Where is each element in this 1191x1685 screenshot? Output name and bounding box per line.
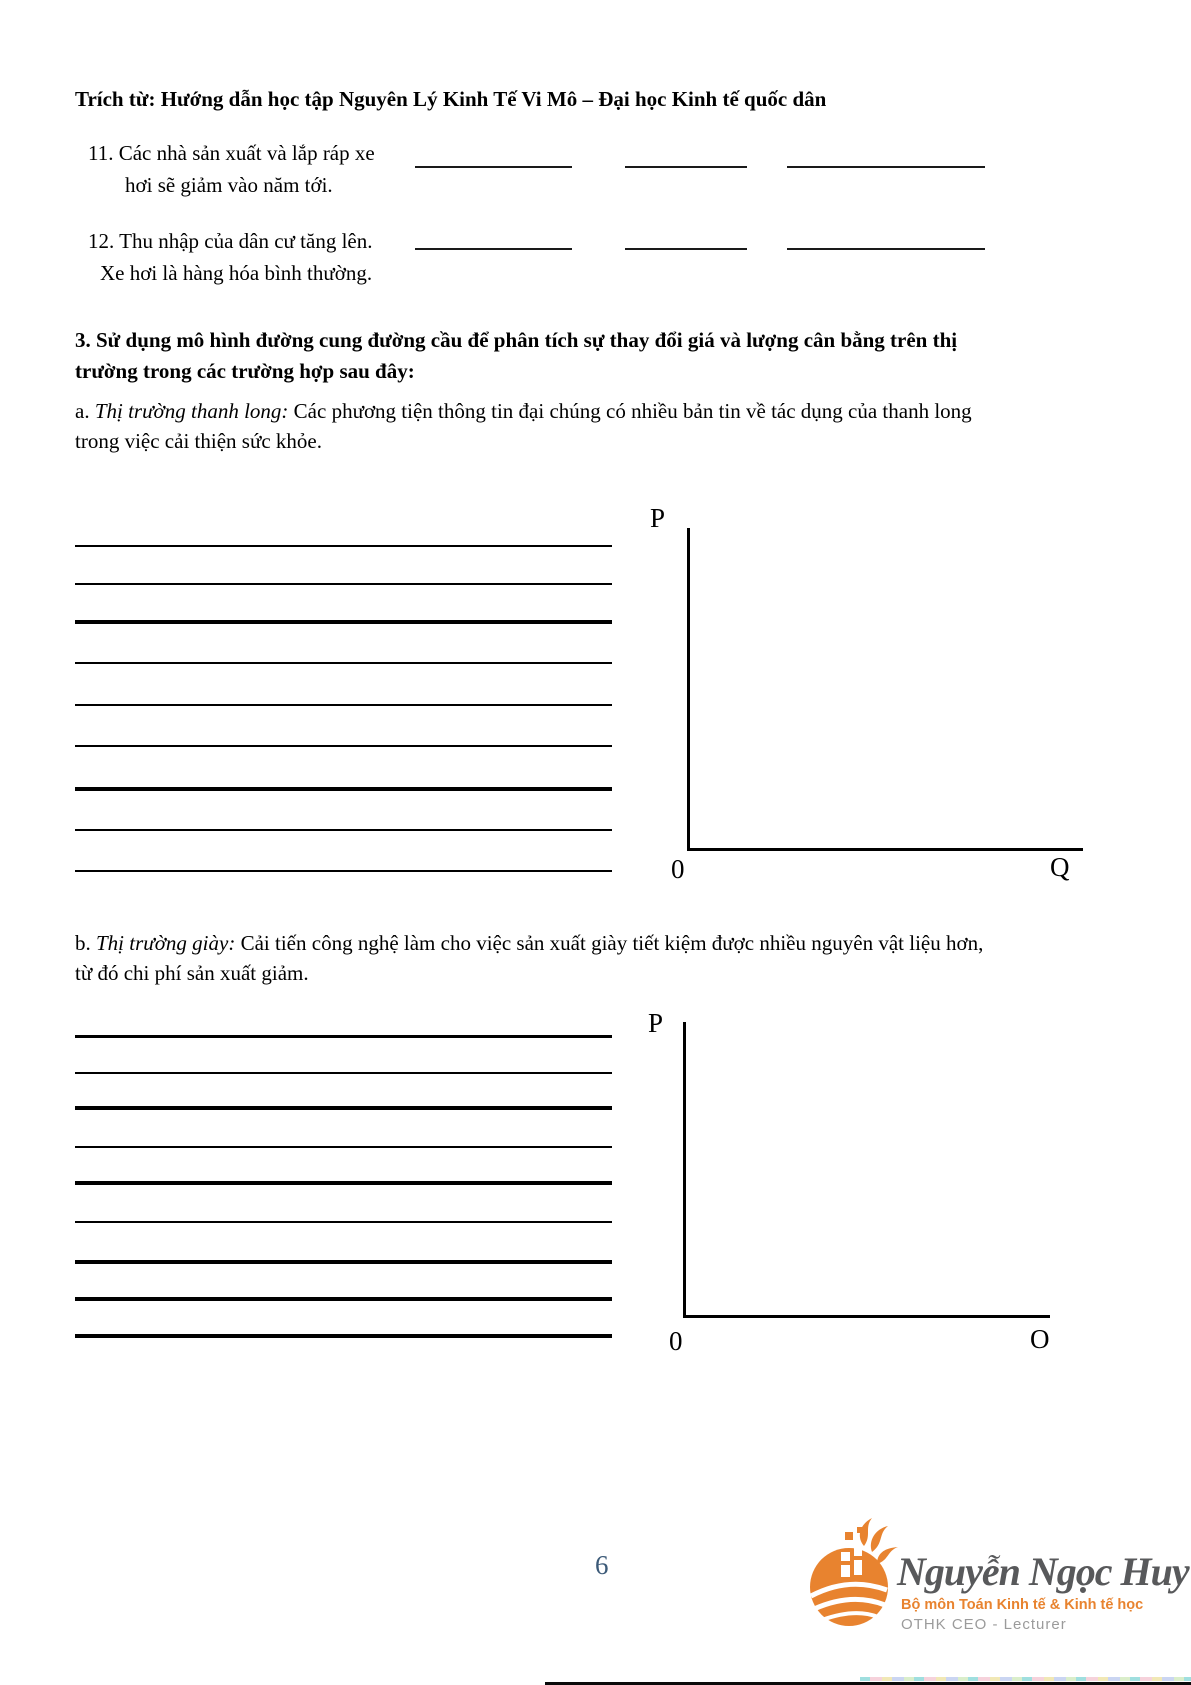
answer-line: [75, 545, 612, 547]
answer-line: [75, 1181, 612, 1185]
chart-b-x-axis-line: [683, 1315, 1050, 1318]
item-12-line1: 12. Thu nhập của dân cư tăng lên.: [88, 229, 373, 253]
chart-b-origin-label: 0: [669, 1326, 683, 1356]
logo-department: Bộ môn Toán Kinh tế & Kinh tế học: [901, 1597, 1144, 1613]
answer-line: [75, 745, 612, 747]
page-edge-noise: [860, 1677, 1191, 1681]
item-12-line2: Xe hơi là hàng hóa bình thường.: [100, 261, 373, 285]
chart-b-y-axis-line: [683, 1022, 686, 1318]
chart-a-x-axis-label: Q: [1050, 852, 1070, 882]
answer-blank: [625, 166, 747, 168]
part-a-intro-line1: [75, 398, 972, 425]
part-b-prefix: b.: [75, 931, 96, 955]
section-3-heading-line2: trường trong các trường hợp sau đây:: [75, 359, 415, 383]
part-b-market-name: Thị trường giày:: [96, 931, 236, 955]
answer-line: [75, 870, 612, 872]
answer-line: [75, 1106, 612, 1110]
chart-a-x-axis-line: [687, 848, 1083, 851]
part-b-intro-line2: từ đó chi phí sản xuất giảm.: [75, 961, 309, 985]
answer-line: [75, 1334, 612, 1338]
part-a-prefix: a.: [75, 399, 95, 423]
logo-role: OTHK CEO - Lecturer: [901, 1616, 1067, 1633]
item-11-line2: hơi sẽ giảm vào năm tới.: [125, 173, 333, 197]
answer-blank: [625, 248, 747, 250]
part-a-market-name: Thị trường thanh long:: [94, 399, 289, 423]
logo-globe-icon: [808, 1516, 906, 1634]
part-a-intro-line2: trong việc cải thiện sức khỏe.: [75, 429, 322, 453]
answer-line: [75, 662, 612, 664]
answer-line: [75, 1260, 612, 1264]
header-source-line: Trích từ: Hướng dẫn học tập Nguyên Lý Kinh Tế Vi Mô – Đại học Kinh tế quốc dân: [75, 87, 827, 111]
answer-line: [75, 829, 612, 831]
answer-line: [75, 1035, 612, 1038]
answer-line: [75, 1221, 612, 1223]
answer-line: [75, 704, 612, 706]
section-3-heading-line1: 3. Sử dụng mô hình đường cung đường cầu để phân tích sự thay đổi giá và lượng cân bằng trên thị: [75, 328, 958, 352]
answer-blank: [787, 166, 985, 168]
answer-blank: [787, 248, 985, 250]
chart-a-y-axis-line: [687, 528, 690, 850]
chart-b-y-axis-label: P: [648, 1008, 664, 1038]
answer-line: [75, 787, 612, 791]
answer-line: [75, 1146, 612, 1148]
chart-a-origin-label: 0: [671, 854, 685, 884]
answer-blank: [415, 166, 572, 168]
item-11-line1: 11. Các nhà sản xuất và lắp ráp xe: [88, 141, 375, 165]
answer-line: [75, 620, 612, 624]
part-a-text: Các phương tiện thông tin đại chúng có nhiều bản tin về tác dụng của thanh long: [288, 399, 972, 423]
answer-line: [75, 1297, 612, 1301]
page-number: 6: [595, 1550, 609, 1580]
part-b-intro-line1: [75, 930, 983, 957]
answer-blank: [415, 248, 572, 250]
chart-b-x-axis-label: O: [1030, 1324, 1050, 1354]
logo-name: Nguyễn Ngọc Huy: [897, 1549, 1189, 1594]
answer-line: [75, 1072, 612, 1074]
chart-a-y-axis-label: P: [650, 503, 666, 533]
answer-line: [75, 583, 612, 585]
part-b-text: Cải tiến công nghệ làm cho việc sản xuất giày tiết kiệm được nhiều nguyên vật liệu hơn,: [235, 931, 984, 955]
